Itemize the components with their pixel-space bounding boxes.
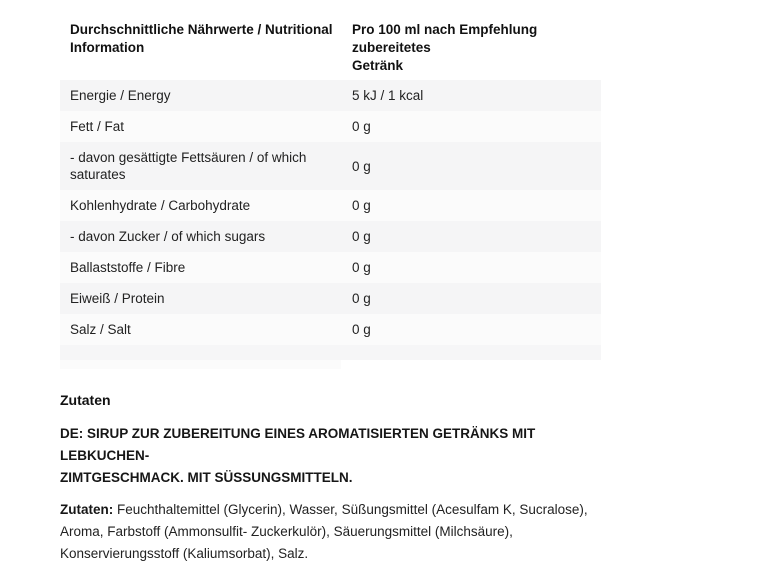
table-row: [60, 314, 601, 345]
table-row: [60, 142, 601, 190]
row-value: 0 g: [352, 198, 371, 213]
header-col-per-100ml-line2: Getränk: [352, 58, 404, 73]
row-value: 0 g: [352, 291, 371, 306]
row-label: Fett / Fat: [70, 119, 125, 134]
ingredients-list-line3: Konservierungsstoff (Kaliumsorbat), Salz.: [60, 546, 309, 561]
product-statement-line1: DE: SIRUP ZUR ZUBEREITUNG EINES AROMATISIERTEN GETRÄNKS MIT LEBKUCHEN-: [60, 426, 536, 463]
ingredients-list: [60, 499, 601, 565]
table-row: [60, 190, 601, 221]
table-row-partial: [60, 360, 341, 369]
row-label: - davon gesättigte Fettsäuren / of which saturates: [70, 150, 307, 182]
row-value: 5 kJ / 1 kcal: [352, 88, 424, 103]
table-row: [60, 111, 601, 142]
table-row: [60, 80, 601, 111]
table-row: [60, 252, 601, 283]
row-label: - davon Zucker / of which sugars: [70, 229, 266, 244]
row-value: 0 g: [352, 119, 371, 134]
product-info-content: [60, 21, 601, 565]
header-col-per-100ml: [352, 21, 601, 75]
row-label: Eiweiß / Protein: [70, 291, 165, 306]
nutrition-rows: [60, 80, 601, 345]
table-row-empty: [60, 345, 601, 360]
row-value: 0 g: [352, 158, 371, 174]
row-label: Energie / Energy: [70, 88, 171, 103]
ingredients-section: [60, 391, 601, 565]
ingredients-list-line2: Aroma, Farbstoff (Ammonsulfit- Zuckerkulör), Säuerungsmittel (Milchsäure),: [60, 524, 513, 539]
ingredients-list-label: Zutaten:: [60, 502, 114, 517]
header-col-nutrients-line2: Information: [70, 40, 145, 55]
ingredients-heading: Zutaten: [60, 392, 111, 408]
row-value: 0 g: [352, 260, 371, 275]
header-col-per-100ml-line1: Pro 100 ml nach Empfehlung zubereitetes: [352, 22, 538, 55]
nutrition-table-header: [60, 21, 601, 75]
ingredients-list-line1-text: Feuchthaltemittel (Glycerin), Wasser, Süßungsmittel (Acesulfam K, Sucralose),: [113, 502, 588, 517]
table-row: [60, 221, 601, 252]
product-statement-line2: ZIMTGESCHMACK. MIT SÜSSUNGSMITTELN.: [60, 470, 353, 485]
ingredients-list-line1: [60, 499, 601, 521]
row-label: Kohlenhydrate / Carbohydrate: [70, 198, 251, 213]
row-label: Salz / Salt: [70, 322, 131, 337]
nutrition-table: [60, 21, 601, 369]
header-col-nutrients: [60, 21, 352, 75]
row-value: 0 g: [352, 322, 371, 337]
product-statement: [60, 423, 601, 489]
table-row: [60, 283, 601, 314]
header-col-nutrients-line1: Durchschnittliche Nährwerte / Nutritional: [70, 22, 333, 37]
row-value: 0 g: [352, 229, 371, 244]
row-label: Ballaststoffe / Fibre: [70, 260, 186, 275]
